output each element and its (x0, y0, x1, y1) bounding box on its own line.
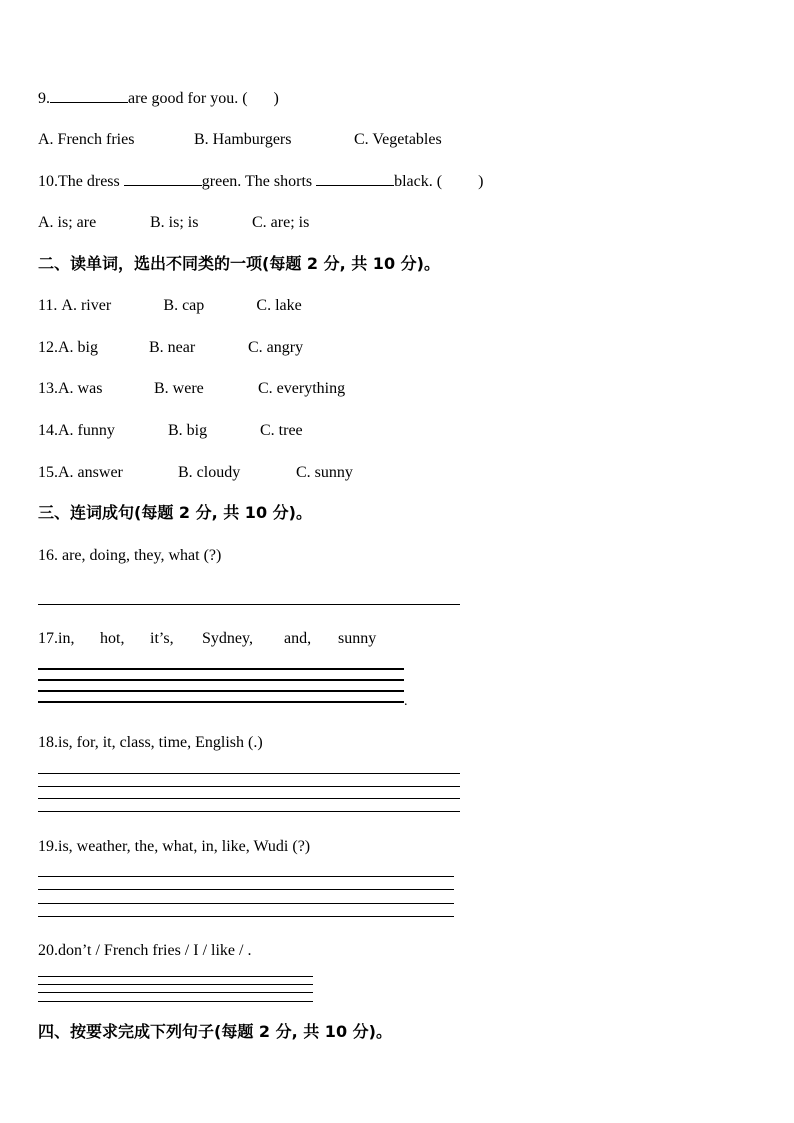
question-16: 16. are, doing, they, what (?) (38, 547, 222, 564)
option-a: A. French fries (38, 131, 135, 148)
answer-blank[interactable] (124, 171, 202, 186)
answer-line[interactable] (38, 916, 454, 917)
question-number: 9. (38, 90, 50, 107)
question-15 (38, 463, 353, 483)
question-13 (38, 379, 345, 399)
question-number: 13. (38, 380, 58, 397)
option-a: A. is; are (38, 214, 97, 231)
answer-line[interactable] (38, 876, 454, 877)
answer-line[interactable] (38, 690, 404, 692)
option-b: B. cap (163, 297, 205, 314)
option-c: C. angry (248, 339, 304, 356)
option-b: B. were (154, 380, 204, 397)
answer-line[interactable] (38, 668, 404, 670)
word-chip: it’s, (150, 630, 174, 647)
section-4-title: 四、按要求完成下列句子(每题 2 分, 共 10 分)。 (38, 1022, 392, 1041)
question-text: black. ( (394, 173, 443, 190)
question-number: 11. (38, 297, 62, 314)
answer-blank[interactable] (316, 171, 394, 186)
answer-line[interactable] (38, 811, 460, 812)
question-number: 15. (38, 464, 58, 481)
question-number: 14. (38, 422, 58, 439)
option-c: C. tree (260, 422, 303, 439)
answer-paren-close: ) (273, 90, 279, 107)
answer-line[interactable] (38, 701, 404, 703)
option-b: B. Hamburgers (194, 131, 292, 148)
question-11 (38, 296, 302, 316)
option-c: C. lake (256, 297, 302, 314)
answer-blank[interactable] (50, 88, 128, 103)
answer-line[interactable] (38, 604, 460, 605)
answer-line[interactable] (38, 992, 313, 993)
option-b: B. cloudy (178, 464, 241, 481)
question-text: green. The shorts (201, 173, 313, 190)
answer-line[interactable] (38, 889, 454, 890)
option-a: A. river (61, 297, 112, 314)
question-10 (38, 171, 483, 192)
answer-paren-close: ) (478, 173, 484, 190)
option-a: A. funny (58, 422, 115, 439)
period-mark: . (404, 694, 408, 709)
answer-line[interactable] (38, 798, 460, 799)
word-chip: and, (284, 630, 312, 647)
answer-line[interactable] (38, 976, 313, 977)
question-9-options (38, 130, 442, 150)
answer-line[interactable] (38, 773, 460, 774)
question-number: 12. (38, 339, 58, 356)
section-2-title: 二、读单词，选出不同类的一项(每题 2 分, 共 10 分)。 (38, 254, 440, 273)
option-a: A. was (58, 380, 103, 397)
answer-line[interactable] (38, 679, 404, 681)
answer-line[interactable] (38, 786, 460, 787)
option-c: C. Vegetables (354, 131, 442, 148)
question-14 (38, 421, 303, 441)
question-10-options (38, 213, 309, 233)
word-chip: in, (58, 630, 75, 647)
word-chip: sunny (338, 630, 377, 647)
question-19: 19.is, weather, the, what, in, like, Wudi (?) (38, 838, 311, 855)
word-chip: Sydney, (202, 630, 253, 647)
question-17 (38, 629, 376, 649)
option-c: C. are; is (252, 214, 310, 231)
option-c: C. sunny (296, 464, 353, 481)
word-chip: hot, (100, 630, 125, 647)
question-20: 20.don’t / French fries / I / like / . (38, 942, 252, 959)
answer-line[interactable] (38, 1001, 313, 1002)
option-a: A. big (58, 339, 98, 356)
option-a: A. answer (58, 464, 123, 481)
question-18: 18.is, for, it, class, time, English (.) (38, 734, 263, 751)
answer-line[interactable] (38, 984, 313, 985)
option-b: B. near (149, 339, 196, 356)
question-number: 10. (38, 173, 58, 190)
question-number: 17. (38, 630, 58, 647)
question-text: are good for you. ( (128, 90, 248, 107)
question-9 (38, 88, 279, 109)
option-b: B. big (168, 422, 208, 439)
option-b: B. is; is (150, 214, 199, 231)
section-3-title: 三、连词成句(每题 2 分, 共 10 分)。 (38, 503, 312, 522)
option-c: C. everything (258, 380, 346, 397)
question-text: The dress (58, 173, 120, 190)
answer-line[interactable] (38, 903, 454, 904)
question-12 (38, 338, 303, 358)
